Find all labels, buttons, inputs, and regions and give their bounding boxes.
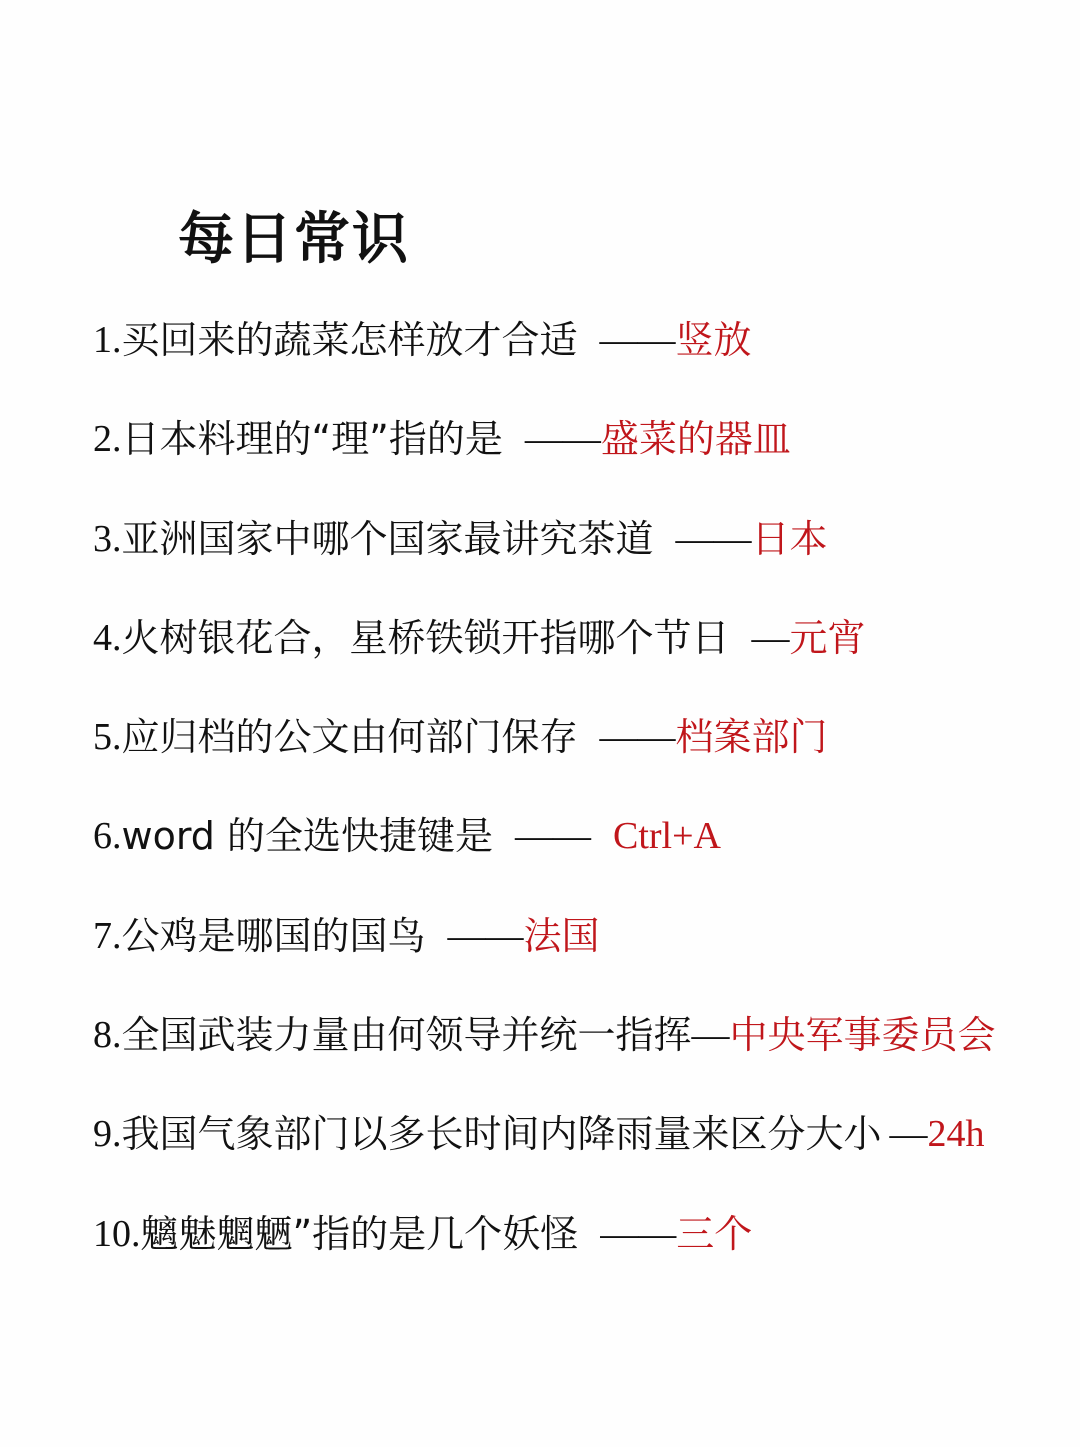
item-number: 6. xyxy=(93,815,122,858)
item-answer: 三个 xyxy=(676,1211,753,1256)
item-question: 亚洲国家中哪个国家最讲究茶道 xyxy=(121,516,654,561)
item-number: 5. xyxy=(93,716,122,759)
item-dash: — xyxy=(889,1113,928,1156)
item-number: 2. xyxy=(93,418,122,461)
qa-item-9 xyxy=(93,1106,1068,1205)
item-number: 4. xyxy=(93,616,122,659)
item-question: 应归档的公文由何部门保存 xyxy=(121,715,578,760)
qa-item-8 xyxy=(93,1007,1068,1106)
item-question: 买回来的蔬菜怎样放才合适 xyxy=(121,318,578,362)
item-dash: —— xyxy=(675,517,752,560)
qa-item-3 xyxy=(93,511,1068,610)
item-question: 全国武装力量由何领导并统一指挥 xyxy=(121,1013,692,1058)
qa-item-4 xyxy=(93,610,1068,709)
item-answer: 档案部门 xyxy=(675,715,828,760)
item-question: 魑魅魍魉”指的是几个妖怪 xyxy=(140,1211,579,1256)
item-number: 8. xyxy=(93,1014,122,1057)
item-answer: 24h xyxy=(927,1113,985,1156)
item-number: 3. xyxy=(93,517,122,560)
item-question: 我国气象部门以多长时间内降雨量来区分大小 xyxy=(121,1112,882,1157)
item-answer: 中央军事委员会 xyxy=(729,1013,996,1058)
item-question: 日本料理的“理”指的是 xyxy=(121,417,503,462)
qa-item-2 xyxy=(93,411,1068,510)
item-dash: — xyxy=(691,1014,730,1057)
item-number: 9. xyxy=(93,1113,122,1156)
item-dash: — xyxy=(751,616,790,659)
item-dash: —— xyxy=(600,1212,677,1255)
qa-list xyxy=(93,312,1068,1305)
item-question: word 的全选快捷键是 xyxy=(121,814,493,859)
item-dash: —— xyxy=(447,914,524,957)
item-dash: —— xyxy=(524,418,601,461)
item-answer: 日本 xyxy=(751,516,828,561)
item-dash: —— xyxy=(599,319,676,361)
qa-item-7 xyxy=(93,908,1068,1007)
item-dash: —— xyxy=(599,716,676,759)
item-answer: 法国 xyxy=(523,913,600,958)
qa-item-6 xyxy=(93,808,1068,907)
item-number: 1. xyxy=(93,319,122,361)
qa-item-1 xyxy=(93,312,1068,411)
qa-item-5 xyxy=(93,709,1068,808)
item-answer: Ctrl+A xyxy=(612,815,721,858)
item-number: 10. xyxy=(93,1212,141,1255)
item-answer: 竖放 xyxy=(675,318,752,362)
item-number: 7. xyxy=(93,914,122,957)
item-question: 公鸡是哪国的国鸟 xyxy=(121,913,426,958)
item-dash: —— xyxy=(514,815,591,858)
item-answer: 盛菜的器皿 xyxy=(600,417,791,462)
item-answer: 元宵 xyxy=(789,615,866,660)
item-question: 火树银花合，星桥铁锁开指哪个节日 xyxy=(121,615,730,660)
qa-item-10 xyxy=(93,1206,1068,1305)
page-title: 每日常识 xyxy=(178,207,410,272)
